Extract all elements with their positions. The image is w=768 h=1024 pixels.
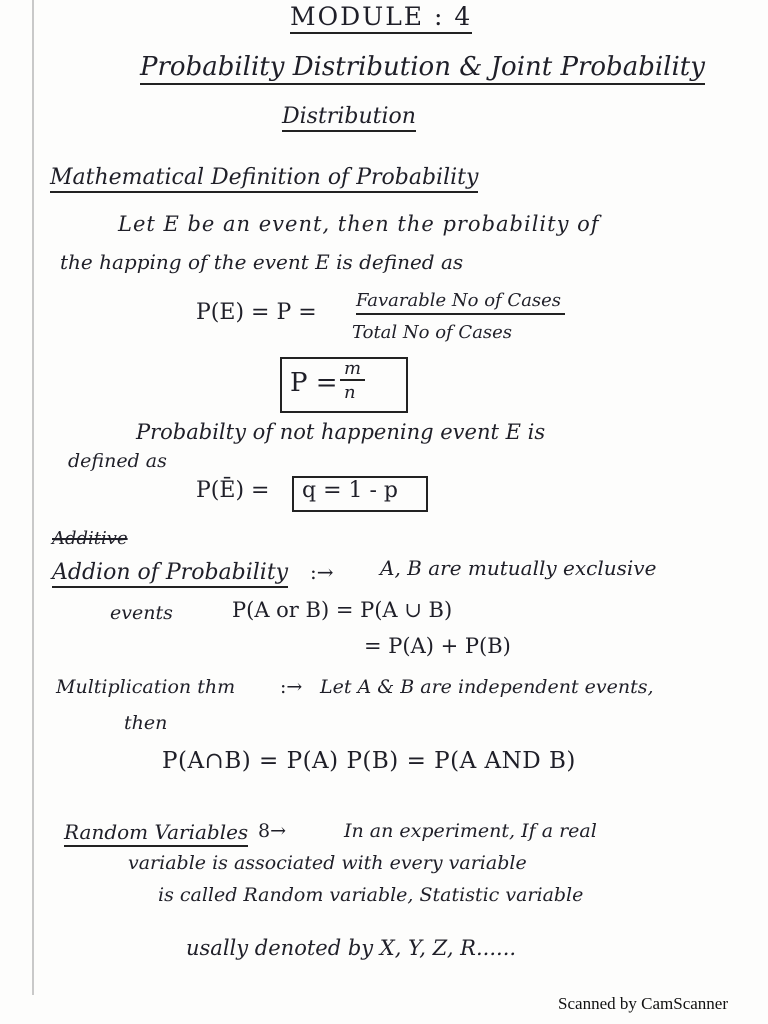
random-variables-line-4: usally denoted by X, Y, Z, R......	[186, 936, 517, 960]
not-happening-formula-box-text: q = 1 - p	[302, 478, 399, 503]
random-variables-line-2: variable is associated with every variable	[128, 852, 527, 874]
definition-heading: Mathematical Definition of Probability	[50, 165, 478, 193]
random-variables-heading: Random Variables	[64, 820, 248, 847]
probability-formula-numerator: Favarable No of Cases	[356, 290, 565, 315]
module-heading: MODULE : 4	[290, 2, 472, 34]
addition-formula-line-2: = P(A) + P(B)	[364, 634, 511, 658]
title-line-2: Distribution	[282, 104, 416, 132]
multiplication-heading: Multiplication thm	[56, 676, 236, 698]
not-happening-formula-left: P(Ē) =	[196, 478, 270, 503]
probability-formula-denominator: Total No of Cases	[352, 322, 513, 343]
addition-description: A, B are mutually exclusive	[380, 556, 657, 580]
probability-formula-left: P(E) = P =	[196, 300, 317, 325]
multiplication-then: then	[124, 712, 168, 734]
random-variables-line-3: is called Random variable, Statistic variable	[158, 884, 584, 906]
addition-events-label: events	[110, 602, 173, 624]
scanner-watermark: Scanned by CamScanner	[558, 994, 728, 1013]
addition-arrow: :→	[310, 560, 334, 584]
random-variables-arrow: 8→	[258, 820, 287, 842]
multiplication-description: Let A & B are independent events,	[320, 676, 654, 698]
crossed-heading: Additive	[52, 528, 128, 549]
addition-heading: Addion of Probability	[52, 560, 288, 588]
random-variables-line-1: In an experiment, If a real	[344, 820, 597, 842]
margin-line	[32, 0, 34, 995]
not-happening-line-1: Probabilty of not happening event E is	[136, 420, 546, 444]
boxed-m: m	[340, 358, 365, 381]
boxed-n: n	[344, 382, 356, 403]
multiplication-formula: P(A∩B) = P(A) P(B) = P(A AND B)	[162, 748, 576, 774]
definition-line-1: Let E be an event, then the probability of	[118, 212, 600, 236]
multiplication-arrow: :→	[280, 676, 303, 698]
boxed-p: P =	[290, 368, 338, 398]
not-happening-line-2: defined as	[68, 450, 167, 472]
addition-formula-line-1: P(A or B) = P(A ∪ B)	[232, 598, 453, 622]
definition-line-2: the happing of the event E is defined as	[60, 250, 464, 274]
title-line-1: Probability Distribution & Joint Probability	[140, 52, 705, 85]
